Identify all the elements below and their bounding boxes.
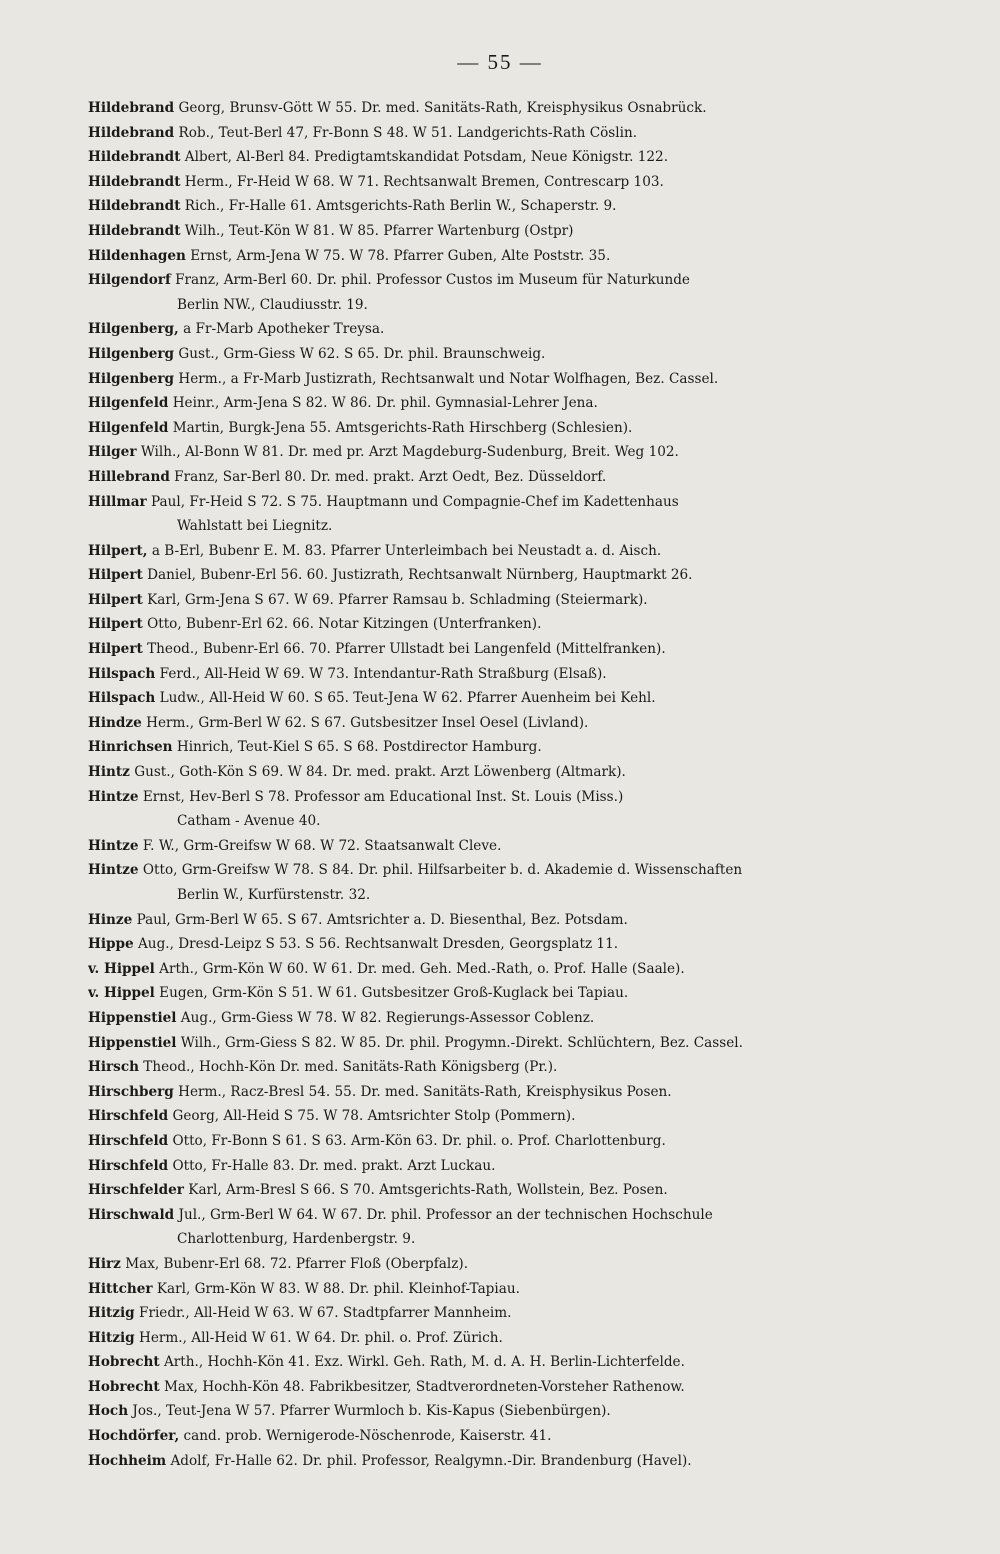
entry-surname: Hitzig [88,1305,135,1322]
entry-surname: Hilpert [88,616,143,633]
directory-entry [88,662,928,687]
directory-entry [88,1449,928,1474]
directory-entry [88,391,928,416]
directory-entry [88,170,928,195]
directory-entry [88,490,928,515]
entry-surname: Hitzig [88,1329,135,1346]
entry-surname: Hildebrand [88,100,175,116]
directory-entry [88,1326,928,1351]
directory-entry [88,957,928,982]
entry-surname: Hinrichsen [88,739,173,756]
entry-details: Otto, Fr-Halle 83. Dr. med. prakt. Arzt Luckau. [168,1157,496,1174]
directory-entry [88,1178,928,1203]
entry-details: Paul, Grm-Berl W 65. S 67. Amtsrichter a. D. Biesenthal, Bez. Potsdam. [132,911,628,928]
entry-surname: Hillebrand [88,468,170,485]
entry-surname: Hinze [88,911,133,928]
directory-entry [88,1375,928,1400]
entry-details: Otto, Grm-Greifsw W 78. S 84. Dr. phil. Hilfsarbeiter b. d. Akademie d. Wissenschaften [138,862,743,879]
entry-surname: Hippe [88,936,134,953]
entry-surname: Hilspach [88,665,156,682]
entry-details: Friedr., All-Heid W 63. W 67. Stadtpfarrer Mannheim. [134,1305,512,1322]
entry-surname: Hilgenfeld [88,395,169,412]
entry-details: Heinr., Arm-Jena S 82. W 86. Dr. phil. Gymnasial-Lehrer Jena. [168,395,598,412]
entry-surname: Hippenstiel [88,1009,177,1026]
entry-details: Rich., Fr-Halle 61. Amtsgerichts-Rath Berlin W., Schaperstr. 9. [180,198,617,215]
entry-details: Arth., Grm-Kön W 60. W 61. Dr. med. Geh. Med.-Rath, o. Prof. Halle (Saale). [154,960,685,977]
entry-surname: Hirschfeld [88,1157,169,1174]
entry-details: Karl, Grm-Jena S 67. W 69. Pfarrer Ramsau b. Schladming (Steiermark). [142,591,648,608]
entry-surname: Hintz [88,764,130,781]
entry-surname: v. Hippel [88,985,155,1002]
entry-details: Wilh., Teut-Kön W 81. W 85. Pfarrer Wartenburg (Ostpr) [180,222,574,239]
directory-entry [88,760,928,785]
entry-surname: Hirschberg [88,1083,174,1100]
directory-entry [88,1031,928,1056]
entry-surname: Hittcher [88,1280,153,1297]
entry-details: Ferd., All-Heid W 69. W 73. Intendantur-Rath Straßburg (Elsaß). [155,665,607,682]
directory-entry [88,637,928,662]
directory-entry [88,686,928,711]
entry-details: Jos., Teut-Jena W 57. Pfarrer Wurmloch b. Kis-Kapus (Siebenbürgen). [128,1403,611,1420]
directory-entry [88,268,928,293]
entry-continuation: Charlottenburg, Hardenbergstr. 9. [177,1231,416,1248]
entry-details: Hinrich, Teut-Kiel S 65. S 68. Postdirector Hamburg. [172,739,542,756]
entry-surname: Hilgendorf [88,272,171,289]
directory-entry [88,1301,928,1326]
entry-details: Gust., Grm-Giess W 62. S 65. Dr. phil. Braunschweig. [174,345,546,362]
entry-details: a B-Erl, Bubenr E. M. 83. Pfarrer Unterleimbach bei Neustadt a. d. Aisch. [147,542,662,559]
directory-entry [88,1006,928,1031]
entry-details: Herm., All-Heid W 61. W 64. Dr. phil. o. Prof. Zürich. [134,1329,503,1346]
entry-details: Wilh., Al-Bonn W 81. Dr. med pr. Arzt Magdeburg-Sudenburg, Breit. Weg 102. [136,444,679,461]
directory-entry [88,465,928,490]
entry-details: Franz, Arm-Berl 60. Dr. phil. Professor Custos im Museum für Naturkunde [170,272,690,289]
entry-details: Karl, Arm-Bresl S 66. S 70. Amtsgerichts-Rath, Wollstein, Bez. Posen. [183,1182,668,1199]
directory-entry [88,1203,928,1228]
entry-surname: Hirschfeld [88,1132,169,1149]
entry-details: Eugen, Grm-Kön S 51. W 61. Gutsbesitzer Groß-Kuglack bei Tapiau. [154,985,629,1002]
directory-entry [88,932,928,957]
entry-details: a Fr-Marb Apotheker Treysa. [178,321,385,338]
directory-entry [88,1104,928,1129]
directory-entry [88,440,928,465]
entry-details: Herm., a Fr-Marb Justizrath, Rechtsanwalt und Notar Wolfhagen, Bez. Cassel. [174,370,719,387]
entry-surname: Hildenhagen [88,247,186,264]
directory-entry [88,588,928,613]
directory-entry [88,1399,928,1424]
page-number: — 55 — [457,50,543,74]
entry-surname: Hildebrandt [88,222,181,239]
entry-details: Aug., Grm-Giess W 78. W 82. Regierungs-Assessor Coblenz. [176,1009,595,1026]
directory-entry [88,317,928,342]
entry-details: Otto, Bubenr-Erl 62. 66. Notar Kitzingen (Unterfranken). [142,616,542,633]
entry-surname: Hobrecht [88,1378,160,1395]
directory-entry [88,834,928,859]
entry-surname: Hilpert [88,591,143,608]
directory-entry [88,367,928,392]
directory-entries [88,96,928,1473]
directory-entry [88,194,928,219]
entry-surname: Hirz [88,1255,121,1272]
entry-surname: Hoch [88,1403,129,1420]
entry-surname: Hilpert, [88,542,148,559]
entry-details: Theod., Hochh-Kön Dr. med. Sanitäts-Rath Königsberg (Pr.). [138,1059,558,1076]
entry-surname: Hintze [88,837,139,854]
entry-surname: Hintze [88,862,139,879]
entry-continuation: Wahlstatt bei Liegnitz. [177,518,333,535]
directory-entry [88,145,928,170]
entry-surname: Hintze [88,788,139,805]
entry-details: Herm., Fr-Heid W 68. W 71. Rechtsanwalt Bremen, Contrescarp 103. [180,173,664,190]
entry-surname: Hildebrandt [88,149,181,166]
directory-entry [88,416,928,441]
entry-continuation: Berlin W., Kurfürstenstr. 32. [177,887,371,903]
entry-surname: Hirschwald [88,1206,175,1223]
directory-entry [88,1080,928,1105]
entry-details: Daniel, Bubenr-Erl 56. 60. Justizrath, Rechtsanwalt Nürnberg, Hauptmarkt 26. [142,567,693,584]
entry-details: F. W., Grm-Greifsw W 68. W 72. Staatsanwalt Cleve. [138,837,502,854]
entry-surname: Hilgenberg [88,370,175,387]
entry-details: Paul, Fr-Heid S 72. S 75. Hauptmann und Compagnie-Chef im Kadettenhaus [146,493,679,510]
entry-details: Georg, Brunsv-Gött W 55. Dr. med. Sanitäts-Rath, Kreisphysikus Osnabrück. [174,100,707,116]
entry-surname: Hildebrandt [88,198,181,215]
directory-entry [88,1350,928,1375]
entry-details: Rob., Teut-Berl 47, Fr-Bonn S 48. W 51. Landgerichts-Rath Cöslin. [174,124,638,141]
directory-entry [88,539,928,564]
entry-surname: Hilgenberg, [88,321,179,338]
entry-surname: Hochheim [88,1452,167,1469]
entry-surname: Hildebrand [88,124,175,141]
entry-details: Aug., Dresd-Leipz S 53. S 56. Rechtsanwalt Dresden, Georgsplatz 11. [133,936,619,953]
entry-details: Max, Hochh-Kön 48. Fabrikbesitzer, Stadtverordneten-Vorsteher Rathenow. [159,1378,685,1395]
entry-details: Otto, Fr-Bonn S 61. S 63. Arm-Kön 63. Dr. phil. o. Prof. Charlottenburg. [168,1132,666,1149]
entry-surname: Hilgenberg [88,345,175,362]
entry-surname: Hirschfelder [88,1182,184,1199]
directory-entry [88,908,928,933]
entry-surname: Hirsch [88,1059,139,1076]
entry-details: Jul., Grm-Berl W 64. W 67. Dr. phil. Professor an der technischen Hochschule [174,1206,713,1223]
entry-details: Ernst, Arm-Jena W 75. W 78. Pfarrer Guben, Alte Poststr. 35. [185,247,611,264]
entry-surname: Hippenstiel [88,1034,177,1051]
entry-continuation: Berlin NW., Claudiusstr. 19. [177,296,368,313]
entry-details: Ludw., All-Heid W 60. S 65. Teut-Jena W 62. Pfarrer Auenheim bei Kehl. [155,690,656,707]
entry-surname: Hobrecht [88,1354,160,1371]
directory-entry [88,342,928,367]
entry-surname: Hilger [88,444,137,461]
entry-details: Herm., Grm-Berl W 62. S 67. Gutsbesitzer Insel Oesel (Livland). [141,714,589,731]
directory-entry [88,96,928,121]
entry-surname: Hilpert [88,641,143,658]
entry-details: cand. prob. Wernigerode-Nöschenrode, Kaiserstr. 41. [179,1428,552,1445]
directory-entry [88,1055,928,1080]
entry-details: Theod., Bubenr-Erl 66. 70. Pfarrer Ullstadt bei Langenfeld (Mittelfranken). [142,641,666,658]
entry-surname: Hildebrandt [88,173,181,190]
entry-details: Adolf, Fr-Halle 62. Dr. phil. Professor, Realgymn.-Dir. Brandenburg (Havel). [166,1452,692,1469]
entry-surname: Hochdörfer, [88,1428,180,1445]
entry-details: Ernst, Hev-Berl S 78. Professor am Educational Inst. St. Louis (Miss.) [138,788,624,805]
directory-entry [88,785,928,810]
entry-surname: Hillmar [88,493,147,510]
directory-entry [88,1277,928,1302]
directory-entry [88,563,928,588]
directory-entry [88,244,928,269]
entry-details: Max, Bubenr-Erl 68. 72. Pfarrer Floß (Oberpfalz). [120,1255,469,1272]
entry-surname: Hilspach [88,690,156,707]
directory-entry [88,981,928,1006]
entry-details: Georg, All-Heid S 75. W 78. Amtsrichter Stolp (Pommern). [168,1108,576,1125]
entry-details: Gust., Goth-Kön S 69. W 84. Dr. med. prakt. Arzt Löwenberg (Altmark). [129,764,626,781]
directory-entry [88,711,928,736]
directory-entry [88,1154,928,1179]
entry-surname: Hirschfeld [88,1108,169,1125]
entry-surname: Hilgenfeld [88,419,169,436]
directory-entry [88,1252,928,1277]
entry-surname: v. Hippel [88,960,155,977]
directory-entry [88,121,928,146]
entry-details: Albert, Al-Berl 84. Predigtamtskandidat Potsdam, Neue Königstr. 122. [180,149,669,166]
directory-entry [88,1424,928,1449]
entry-details: Arth., Hochh-Kön 41. Exz. Wirkl. Geh. Rath, M. d. A. H. Berlin-Lichterfelde. [159,1354,685,1371]
entry-continuation: Catham - Avenue 40. [177,813,321,830]
directory-entry [88,1129,928,1154]
directory-entry [88,858,928,883]
entry-details: Herm., Racz-Bresl 54. 55. Dr. med. Sanitäts-Rath, Kreisphysikus Posen. [173,1083,672,1100]
entry-details: Karl, Grm-Kön W 83. W 88. Dr. phil. Kleinhof-Tapiau. [152,1280,520,1297]
directory-entry [88,735,928,760]
entry-surname: Hilpert [88,567,143,584]
directory-entry [88,219,928,244]
entry-surname: Hindze [88,714,142,731]
entry-details: Wilh., Grm-Giess S 82. W 85. Dr. phil. Progymn.-Direkt. Schlüchtern, Bez. Cassel. [176,1034,743,1051]
entry-details: Franz, Sar-Berl 80. Dr. med. prakt. Arzt Oedt, Bez. Düsseldorf. [169,468,607,485]
entry-details: Martin, Burgk-Jena 55. Amtsgerichts-Rath Hirschberg (Schlesien). [168,419,633,436]
directory-entry [88,612,928,637]
